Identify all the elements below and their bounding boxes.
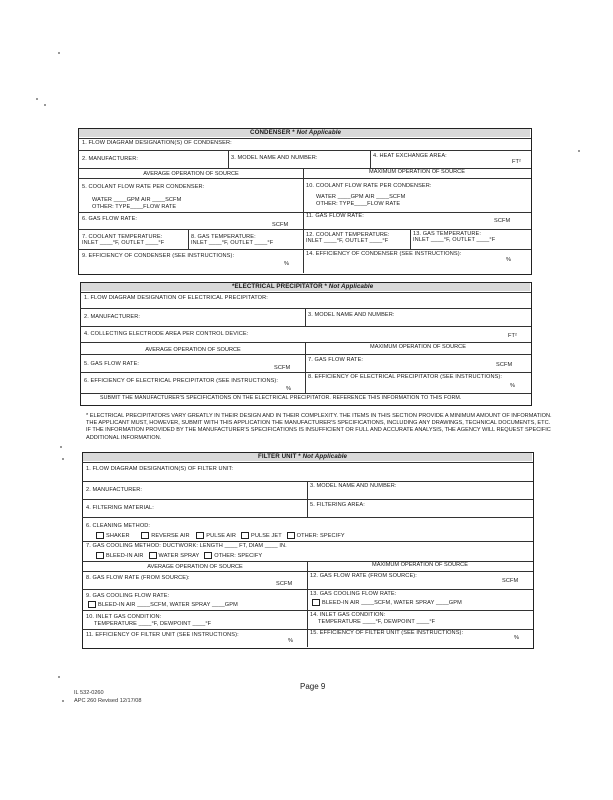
esp-max-header: MAXIMUM OPERATION OF SOURCE [370, 344, 466, 350]
condenser-gas-temp-max[interactable]: 13. GAS TEMPERATURE: [413, 231, 482, 237]
filter-avg-header: AVERAGE OPERATION OF SOURCE [147, 564, 243, 570]
esp-gas-flow-avg[interactable]: 5. GAS FLOW RATE: [84, 361, 140, 367]
form-revision: APC 260 Revised 12/17/08 [74, 698, 142, 704]
filter-area-field[interactable]: 5. FILTERING AREA: [310, 502, 365, 508]
condenser-coolant-other-max: OTHER: TYPE____FLOW RATE [316, 201, 401, 207]
other-cooling-checkbox[interactable]: OTHER: SPECIFY [204, 553, 262, 559]
filter-flow-diagram-field[interactable]: 1. FLOW DIAGRAM DESIGNATION(S) OF FILTER UNIT: [86, 466, 234, 472]
filter-gas-cooling-method[interactable]: 7. GAS COOLING METHOD: DUCTWORK: LENGTH ____ FT, DIAM ____ IN. [86, 543, 287, 549]
esp-gas-flow-max-unit: SCFM [496, 362, 513, 368]
condenser-gas-flow-max[interactable]: 11. GAS FLOW RATE: [306, 213, 364, 219]
filter-cooling-flow-avg-line: BLEED-IN AIR ____SCFM, WATER SPRAY ____GPM [88, 601, 238, 609]
filter-inlet-gas-max-line: TEMPERATURE ____°F, DEWPOINT ____°F [318, 619, 436, 625]
esp-avg-header: AVERAGE OPERATION OF SOURCE [145, 347, 241, 353]
condenser-efficiency-max[interactable]: 14. EFFICIENCY OF CONDENSER (SEE INSTRUCTIONS): [306, 251, 462, 257]
esp-footnote: * ELECTRICAL PRECIPITATORS VARY GREATLY IN THEIR DESIGN AND IN THEIR COMPLEXITY. THE ITEMS IN THIS SECTION PROVIDE A MINIMUM AMOUNT OF INFORMATION. THE APPLICANT MUST, HOWEVER, SUBMIT WITH THIS APPLICATION THE MANUFACTURER'S SPECIFICATIONS, INCLUDING ANY DRAWINGS, TECHNICAL DOCUMENTS, ETC. IF THE INFORMATION PROVIDED BY THE MANUFACTURER'S SPECIFICATIONS IS INSUFFICIENT OR FULL AND ACCURATE ANALYSIS, THE AGENCY WILL REQUEST SPECIFIC ADDITIONAL INFORMATION. [86, 413, 552, 441]
scan-speck [60, 446, 62, 448]
condenser-coolant-temp-avg-io: INLET ____°F, OUTLET ____°F [82, 240, 165, 246]
condenser-efficiency-avg-unit: % [284, 261, 290, 267]
filter-material-field[interactable]: 4. FILTERING MATERIAL: [86, 505, 154, 511]
condenser-efficiency-avg[interactable]: 9. EFFICIENCY OF CONDENSER (SEE INSTRUCTIONS): [82, 253, 235, 259]
esp-gas-flow-max[interactable]: 7. GAS FLOW RATE: [308, 357, 364, 363]
condenser-gas-temp-avg[interactable]: 8. GAS TEMPERATURE: [191, 234, 256, 240]
condenser-gas-temp-max-io: INLET ____°F, OUTLET ____°F [413, 237, 496, 243]
esp-efficiency-avg[interactable]: 6. EFFICIENCY OF ELECTRICAL PRECIPITATOR (SEE INSTRUCTIONS): [84, 378, 279, 384]
filter-gas-flow-max[interactable]: 12. GAS FLOW RATE (FROM SOURCE): [310, 573, 417, 579]
condenser-coolant-temp-max[interactable]: 12. COOLANT TEMPERATURE: [306, 232, 390, 238]
scan-speck [58, 676, 60, 678]
filter-gas-flow-avg[interactable]: 8. GAS FLOW RATE (FROM SOURCE): [86, 575, 190, 581]
filter-gas-flow-max-unit: SCFM [502, 578, 519, 584]
condenser-coolant-flow-avg[interactable]: 5. COOLANT FLOW RATE PER CONDENSER: [82, 184, 205, 190]
esp-model-field[interactable]: 3. MODEL NAME AND NUMBER: [308, 312, 395, 318]
esp-efficiency-max-unit: % [510, 383, 516, 389]
condenser-gas-temp-avg-io: INLET ____°F, OUTLET ____°F [191, 240, 274, 246]
condenser-gas-flow-avg-unit: SCFM [272, 222, 289, 228]
scan-speck [58, 52, 60, 54]
scan-speck [44, 104, 46, 106]
reverse-air-checkbox[interactable]: REVERSE AIR [141, 533, 189, 539]
condenser-gas-flow-max-unit: SCFM [494, 218, 511, 224]
other-cleaning-checkbox[interactable]: OTHER: SPECIFY [287, 533, 345, 539]
scan-speck [578, 150, 580, 152]
scan-speck [62, 700, 64, 702]
condenser-coolant-flow-max[interactable]: 10. COOLANT FLOW RATE PER CONDENSER: [306, 183, 432, 189]
filter-efficiency-max[interactable]: 15. EFFICIENCY OF FILTER UNIT (SEE INSTRUCTIONS): [310, 630, 464, 636]
condenser-title: CONDENSER * Not Applicable [250, 129, 342, 136]
filter-max-header: MAXIMUM OPERATION OF SOURCE [372, 562, 468, 568]
condenser-heat-exchange-field[interactable]: 4. HEAT EXCHANGE AREA: [373, 153, 447, 159]
condenser-model-field[interactable]: 3. MODEL NAME AND NUMBER: [231, 155, 318, 161]
esp-title: *ELECTRICAL PRECIPITATOR * Not Applicable [232, 283, 374, 290]
filter-gas-cooling-options [96, 552, 262, 560]
filter-model-field[interactable]: 3. MODEL NAME AND NUMBER: [310, 483, 397, 489]
filter-inlet-gas-avg[interactable]: 10. INLET GAS CONDITION: [86, 614, 162, 620]
esp-efficiency-avg-unit: % [286, 386, 292, 392]
condenser-max-header: MAXIMUM OPERATION OF SOURCE [369, 169, 465, 175]
filter-cooling-flow-max[interactable]: 13. GAS COOLING FLOW RATE: [310, 591, 397, 597]
esp-submit-instruction: SUBMIT THE MANUFACTURER'S SPECIFICATIONS ON THE ELECTRICAL PRECIPITATOR. REFERENCE THIS INFORMATION TO THIS FORM. [100, 395, 462, 401]
filter-title: FILTER UNIT * Not Applicable [258, 453, 348, 460]
condenser-flow-diagram-field[interactable]: 1. FLOW DIAGRAM DESIGNATION(S) OF CONDENSER: [82, 140, 232, 146]
filter-gas-flow-avg-unit: SCFM [276, 581, 293, 587]
scan-speck [62, 458, 64, 460]
pulse-jet-checkbox[interactable]: PULSE JET [241, 533, 282, 539]
esp-flow-diagram-field[interactable]: 1. FLOW DIAGRAM DESIGNATION OF ELECTRICAL PRECIPITATOR: [84, 295, 268, 301]
condenser-coolant-temp-max-io: INLET ____°F, OUTLET ____°F [306, 238, 389, 244]
filter-inlet-gas-max[interactable]: 14. INLET GAS CONDITION: [310, 612, 386, 618]
condenser-manufacturer-field[interactable]: 2. MANUFACTURER: [82, 156, 138, 162]
shaker-checkbox[interactable]: SHAKER [96, 533, 130, 539]
filter-efficiency-avg-unit: % [288, 638, 294, 644]
water-spray-checkbox[interactable]: WATER SPRAY [149, 553, 200, 559]
esp-electrode-area-unit: FT² [508, 333, 517, 339]
esp-efficiency-max[interactable]: 8. EFFICIENCY OF ELECTRICAL PRECIPITATOR (SEE INSTRUCTIONS): [308, 374, 503, 380]
pulse-air-checkbox[interactable]: PULSE AIR [196, 533, 236, 539]
condenser-gas-flow-avg[interactable]: 6. GAS FLOW RATE: [82, 216, 138, 222]
filter-efficiency-max-unit: % [514, 635, 520, 641]
esp-gas-flow-avg-unit: SCFM [274, 365, 291, 371]
filter-cooling-flow-avg[interactable]: 9. GAS COOLING FLOW RATE: [86, 593, 170, 599]
condenser-coolant-other-avg: OTHER: TYPE____FLOW RATE [92, 204, 177, 210]
filter-cooling-flow-max-line: BLEED-IN AIR ____SCFM, WATER SPRAY ____GPM [312, 599, 462, 607]
scan-speck [36, 98, 38, 100]
bleed-in-air-checkbox[interactable]: BLEED-IN AIR [96, 553, 144, 559]
condenser-coolant-temp-avg[interactable]: 7. COOLANT TEMPERATURE: [82, 234, 163, 240]
condenser-efficiency-max-unit: % [506, 257, 512, 263]
condenser-coolant-water-max: WATER ____GPM AIR ____SCFM [316, 194, 406, 200]
filter-cleaning-options [96, 532, 345, 540]
esp-manufacturer-field[interactable]: 2. MANUFACTURER: [84, 314, 140, 320]
condenser-heat-exchange-unit: FT² [512, 159, 521, 165]
filter-cleaning-method-label: 6. CLEANING METHOD: [86, 523, 151, 529]
form-number: IL 532-0260 [74, 690, 104, 696]
filter-efficiency-avg[interactable]: 11. EFFICIENCY OF FILTER UNIT (SEE INSTRUCTIONS): [86, 632, 239, 638]
esp-electrode-area-field[interactable]: 4. COLLECTING ELECTRODE AREA PER CONTROL DEVICE: [84, 331, 249, 337]
filter-inlet-gas-avg-line: TEMPERATURE ____°F, DEWPOINT ____°F [94, 621, 212, 627]
page-number: Page 9 [300, 682, 326, 691]
condenser-avg-header: AVERAGE OPERATION OF SOURCE [143, 171, 239, 177]
condenser-coolant-water-avg: WATER ____GPM AIR ____SCFM [92, 197, 182, 203]
filter-manufacturer-field[interactable]: 2. MANUFACTURER: [86, 487, 142, 493]
